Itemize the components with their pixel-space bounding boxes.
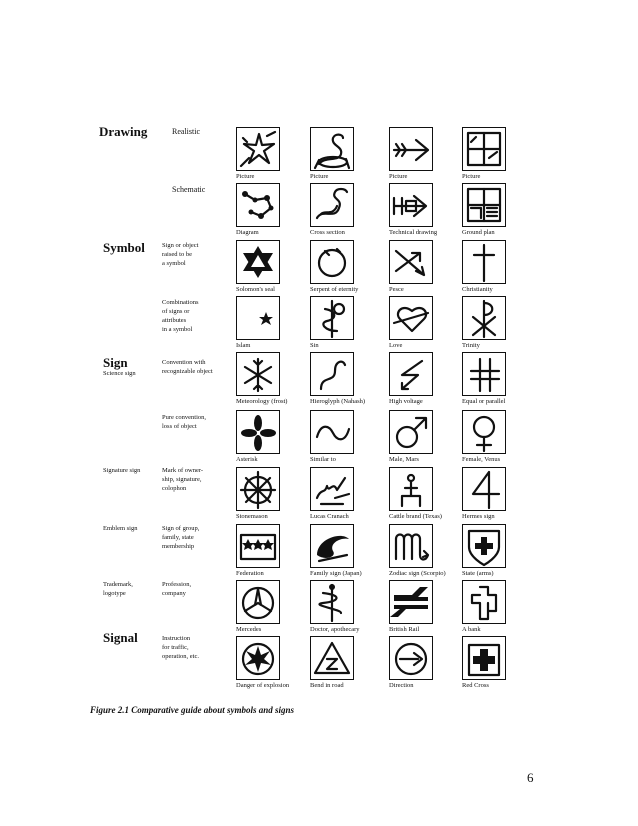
symbol-caption: Love <box>389 342 403 349</box>
label-realistic: Realistic <box>172 127 200 136</box>
symbol-caption: Picture <box>462 173 481 180</box>
symbol-caption: Diagram <box>236 229 259 236</box>
cranach-signature-icon <box>310 467 354 511</box>
hermes-four-icon <box>462 467 506 511</box>
category-symbol: Symbol <box>103 240 145 255</box>
label-schematic: Schematic <box>172 185 206 194</box>
stonemason-mark-icon <box>236 467 280 511</box>
chi-rho-icon <box>462 296 506 340</box>
symbol-caption: Male, Mars <box>389 456 419 463</box>
snake-section-icon <box>310 183 354 227</box>
star-of-david-icon <box>236 240 280 284</box>
symbol-caption: Family sign (Japan) <box>310 570 362 577</box>
squiggle-icon <box>310 352 354 396</box>
category-signal: Signal <box>103 630 138 645</box>
desc-sign-1: Convention with recognizable object <box>162 359 213 375</box>
symbol-caption: Pesce <box>389 286 404 293</box>
desc-symbol-1: Sign or object raised to be a symbol <box>162 242 199 267</box>
symbol-caption: Equal or parallel <box>462 398 506 405</box>
symbol-caption: Picture <box>310 173 329 180</box>
symbol-caption: Zodiac sign (Scorpio) <box>389 570 446 577</box>
label-science-sign: Science sign <box>103 370 136 377</box>
page-number: 6 <box>527 770 534 785</box>
symbol-caption: Similar to <box>310 456 336 463</box>
symbol-caption: Hermes sign <box>462 513 495 520</box>
british-rail-icon <box>389 580 433 624</box>
red-cross-icon <box>462 636 506 680</box>
symbol-caption: Direction <box>389 682 414 689</box>
caduceus-icon <box>310 580 354 624</box>
arrows-icon <box>389 240 433 284</box>
serpent-apple-icon <box>310 296 354 340</box>
symbol-caption: High voltage <box>389 398 423 405</box>
ground-plan-icon <box>462 183 506 227</box>
category-drawing: Drawing <box>99 124 148 139</box>
venus-icon <box>462 410 506 454</box>
symbol-caption: Hieroglyph (Nahash) <box>310 398 366 405</box>
symbol-caption: Cross section <box>310 229 345 236</box>
symbol-caption: Ground plan <box>462 229 495 236</box>
desc-emblem: Sign of group, family, state membership <box>162 525 200 550</box>
explosion-icon <box>236 636 280 680</box>
ouroboros-icon <box>310 240 354 284</box>
starfish-icon <box>236 127 280 171</box>
scorpio-icon <box>389 524 433 568</box>
symbol-caption: Picture <box>389 173 408 180</box>
latin-cross-icon <box>462 240 506 284</box>
arrow-icon <box>389 127 433 171</box>
crescent-star-icon <box>236 296 280 340</box>
desc-sign-2: Pure convention, loss of object <box>162 414 207 430</box>
direction-arrow-icon <box>389 636 433 680</box>
symbol-caption: Sin <box>310 342 319 349</box>
cattle-brand-icon <box>389 467 433 511</box>
heart-arrow-icon <box>389 296 433 340</box>
mars-icon <box>389 410 433 454</box>
symbol-caption: Bend in road <box>310 682 344 689</box>
stars-federation-icon <box>236 524 280 568</box>
asterisk-icon <box>236 410 280 454</box>
mercedes-icon <box>236 580 280 624</box>
symbol-caption: Christianity <box>462 286 493 293</box>
snowflake-icon <box>236 352 280 396</box>
symbol-caption: Picture <box>236 173 255 180</box>
symbol-caption: A bank <box>462 626 481 633</box>
symbol-caption: Serpent of eternity <box>310 286 359 293</box>
desc-trademark: Profession, company <box>162 581 192 597</box>
symbol-caption: State (arms) <box>462 570 494 577</box>
lightning-icon <box>389 352 433 396</box>
symbol-caption: Islam <box>236 342 251 349</box>
label-signature-sign: Signature sign <box>103 467 141 474</box>
symbol-caption: Technical drawing <box>389 229 438 236</box>
bank-cross-icon <box>462 580 506 624</box>
tilde-icon <box>310 410 354 454</box>
swiss-shield-icon <box>462 524 506 568</box>
label-trademark: Trademark, logotype <box>103 581 133 597</box>
cross-window-icon <box>462 127 506 171</box>
symbol-caption: Trinity <box>462 342 480 349</box>
symbol-caption: Meteorology (frost) <box>236 398 288 405</box>
figure-caption: Figure 2.1 Comparative guide about symbols and signs <box>90 705 295 715</box>
desc-signature: Mark of owner- ship, signature, colophon <box>162 467 204 492</box>
symbol-caption: Solomon's seal <box>236 286 275 293</box>
symbol-caption: Mercedes <box>236 626 262 633</box>
constellation-icon <box>236 183 280 227</box>
parallel-icon <box>462 352 506 396</box>
technical-arrow-icon <box>389 183 433 227</box>
symbol-caption: Cattle brand (Texas) <box>389 513 442 520</box>
snake-icon <box>310 127 354 171</box>
symbol-caption: Lucas Cranach <box>310 513 349 520</box>
symbol-caption: Danger of explosion <box>236 682 290 689</box>
desc-symbol-2: Combinations of signs or attributes in a symbol <box>162 299 199 333</box>
symbol-caption: Red Cross <box>462 682 489 689</box>
bend-road-icon <box>310 636 354 680</box>
symbol-caption: Female, Venus <box>462 456 501 463</box>
family-crest-icon <box>310 524 354 568</box>
symbol-caption: Doctor, apothecary <box>310 626 360 633</box>
symbol-caption: Stonemason <box>236 513 268 520</box>
symbol-caption: Federation <box>236 570 264 577</box>
desc-signal: Instruction for traffic, operation, etc. <box>162 635 199 660</box>
category-sign: Sign <box>103 355 128 370</box>
symbol-caption: Asterisk <box>236 456 258 463</box>
label-emblem-sign: Emblem sign <box>103 525 138 532</box>
symbol-caption: British Rail <box>389 626 420 633</box>
